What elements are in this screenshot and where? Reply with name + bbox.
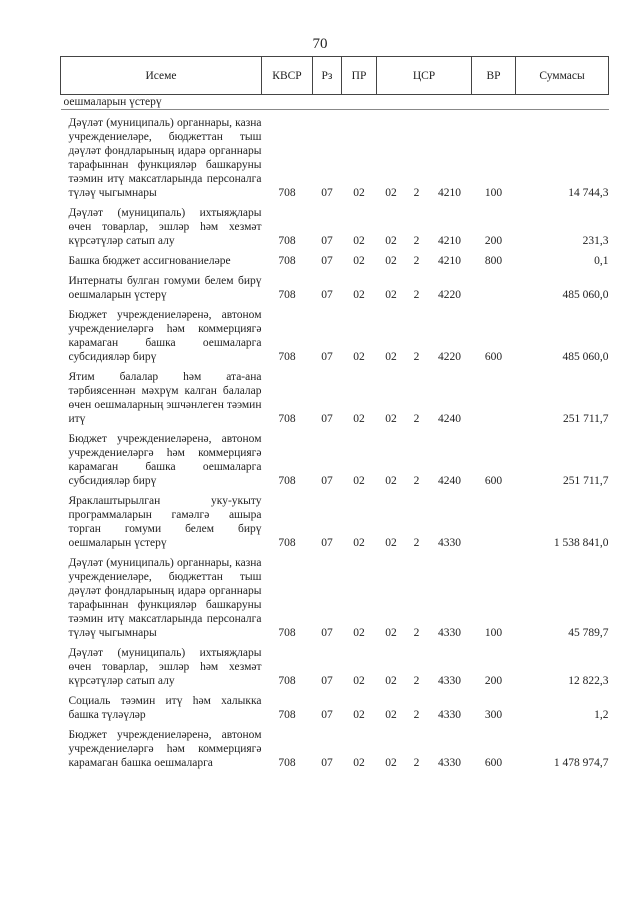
cell-amount: 14 744,3 [568,187,609,199]
cell-amount: 485 060,0 [562,351,609,363]
cell-tssr-code: 4330 [438,757,462,769]
cell-pr: 02 [353,413,365,425]
cell-tssr-subprogram: 2 [413,413,420,425]
row-name: оешмаларын үстерү [63,96,162,108]
cell-vr [472,364,516,426]
cell-tssr-program: 02 [385,289,397,301]
table-row [61,550,609,640]
header-rz: Рз [313,57,342,95]
cell-vr: 600 [484,475,503,487]
cell-kvsr: 708 [278,627,296,639]
table-row [61,488,609,550]
row-name: Дәүләт (муниципаль) ихтыяҗлары өчен товарлар, эшләр һәм хезмәт күрсәтүләр сатып алу [68,647,262,687]
cell-kvsr: 708 [278,255,296,267]
cell-tssr-code: 4220 [438,289,462,301]
cell-tssr-subprogram: 2 [413,255,420,267]
cell-tssr-code: 4210 [438,255,462,267]
header-amount: Суммасы [516,57,609,95]
header-vr: ВР [472,57,516,95]
cell-kvsr: 708 [278,709,296,721]
cell-pr: 02 [353,255,365,267]
cell-tssr-program: 02 [385,351,397,363]
cell-rz: 07 [321,187,333,199]
cell-pr: 02 [353,537,365,549]
cell-kvsr: 708 [278,675,296,687]
cell-pr: 02 [353,187,365,199]
table-row [61,688,609,722]
cell-amount: 251 711,7 [562,475,609,487]
cell-vr: 200 [484,675,503,687]
cell-amount: 12 822,3 [568,675,609,687]
cell-tssr-subprogram: 2 [413,187,420,199]
cell-vr: 100 [484,187,503,199]
cell-pr: 02 [353,675,365,687]
cell-rz: 07 [321,709,333,721]
cell-pr: 02 [353,709,365,721]
table-row [61,110,609,200]
table-row [61,426,609,488]
row-name: Дәүләт (муниципаль) органнары, казна учреждениеләре, бюджеттан тыш дәүләт фондларының идарә органнары тарафыннан функцияләр башкаруны тәэмин итү максатларында персоналга түләү чыгымнары [68,117,262,199]
cell-pr: 02 [353,757,365,769]
cell-amount: 1 538 841,0 [553,537,609,549]
table-row [61,268,609,302]
cell-tssr-code: 4330 [438,537,462,549]
cell-kvsr: 708 [278,289,296,301]
cell-rz: 07 [321,537,333,549]
page-number: 70 [312,36,328,52]
cell-tssr-code: 4220 [438,351,462,363]
cell-rz: 07 [321,413,333,425]
cell-kvsr: 708 [278,475,296,487]
cell-pr: 02 [353,627,365,639]
cell-amount: 45 789,7 [568,627,609,639]
table-row [61,640,609,688]
cell-vr: 600 [484,351,503,363]
cell-amount: 251 711,7 [562,413,609,425]
header-pr: ПР [342,57,377,95]
row-name: Бюджет учреждениеләренә, автоном учреждениеләргә һәм коммерциягә карамаган башка оешмаларга субсидияләр бирү [68,309,262,363]
cell-tssr-program: 02 [385,675,397,687]
cell-pr: 02 [353,351,365,363]
cell-tssr-subprogram: 2 [413,627,420,639]
continuation-row [61,95,609,110]
cell-rz: 07 [321,255,333,267]
table-header [61,57,609,95]
table-row [61,302,609,364]
cell-amount: 0,1 [594,255,609,267]
cell-pr: 02 [353,475,365,487]
cell-tssr-subprogram: 2 [413,289,420,301]
cell-kvsr: 708 [278,413,296,425]
cell-vr: 800 [484,255,503,267]
budget-table [60,56,609,770]
row-name: Башка бюджет ассигнованиеләре [68,255,231,267]
cell-rz: 07 [321,757,333,769]
cell-tssr-subprogram: 2 [413,675,420,687]
cell-tssr-program: 02 [385,627,397,639]
cell-tssr-subprogram: 2 [413,235,420,247]
cell-tssr-program: 02 [385,187,397,199]
cell-amount: 231,3 [582,235,609,247]
cell-amount: 485 060,0 [562,289,609,301]
cell-amount: 1 478 974,7 [553,757,609,769]
row-name: Ятим балалар һәм ата-ана тәрбиясеннән мәхрүм калган балалар өчен оешмаларның эшчәнлеген тәэмин итү [68,371,262,425]
cell-tssr-program: 02 [385,413,397,425]
table-row [61,248,609,268]
cell-rz: 07 [321,235,333,247]
cell-rz: 07 [321,289,333,301]
cell-pr: 02 [353,235,365,247]
cell-tssr-subprogram: 2 [413,537,420,549]
cell-vr: 200 [484,235,503,247]
cell-tssr-program: 02 [385,235,397,247]
cell-rz: 07 [321,627,333,639]
cell-kvsr: 708 [278,187,296,199]
cell-amount: 1,2 [594,709,609,721]
cell-vr [472,488,516,550]
cell-tssr-subprogram: 2 [413,475,420,487]
cell-tssr-program: 02 [385,537,397,549]
row-name: Яраклаштырылган уку-укыту программаларын гамәлгә ашыра торган гомуми белем бирү оешмаларын үстерү [68,495,262,549]
cell-kvsr: 708 [278,537,296,549]
cell-tssr-program: 02 [385,255,397,267]
header-kvsr: КВСР [262,57,313,95]
cell-rz: 07 [321,675,333,687]
cell-vr: 100 [484,627,503,639]
cell-vr: 300 [484,709,503,721]
row-name: Интернаты булган гомуми белем бирү оешмаларын үстерү [68,275,262,301]
cell-kvsr: 708 [278,757,296,769]
row-name: Бюджет учреждениеләренә, автоном учреждениеләргә һәм коммерциягә карамаган башка оешмаларга субсидияләр бирү [68,433,262,487]
cell-pr: 02 [353,289,365,301]
row-name: Дәүләт (муниципаль) органнары, казна учреждениеләре, бюджеттан тыш дәүләт фондларының идарә органнары тарафыннан функцияләр башкаруны тәэмин итү максатларында персоналга түләү чыгымнары [68,557,262,639]
cell-tssr-program: 02 [385,757,397,769]
cell-kvsr: 708 [278,235,296,247]
row-name: Дәүләт (муниципаль) ихтыяҗлары өчен товарлар, эшләр һәм хезмәт күрсәтүләр сатып алу [68,207,262,247]
cell-tssr-subprogram: 2 [413,351,420,363]
cell-kvsr: 708 [278,351,296,363]
cell-tssr-code: 4330 [438,675,462,687]
table-row [61,200,609,248]
cell-tssr-subprogram: 2 [413,757,420,769]
cell-tssr-code: 4240 [438,475,462,487]
cell-tssr-code: 4210 [438,235,462,247]
row-name: Бюджет учреждениеләренә, автоном учреждениеләргә һәм коммерциягә карамаган башка оешмаларга [68,729,262,769]
table-row [61,364,609,426]
cell-tssr-code: 4330 [438,709,462,721]
header-tssr: ЦСР [377,57,472,95]
cell-rz: 07 [321,351,333,363]
cell-tssr-program: 02 [385,709,397,721]
cell-vr: 600 [484,757,503,769]
cell-rz: 07 [321,475,333,487]
header-name: Исеме [61,57,262,95]
cell-tssr-code: 4210 [438,187,462,199]
cell-tssr-code: 4240 [438,413,462,425]
row-name: Социаль тәэмин итү һәм халыкка башка түләүләр [68,695,262,721]
cell-tssr-subprogram: 2 [413,709,420,721]
table-row [61,722,609,770]
cell-vr [472,268,516,302]
cell-tssr-code: 4330 [438,627,462,639]
cell-tssr-program: 02 [385,475,397,487]
